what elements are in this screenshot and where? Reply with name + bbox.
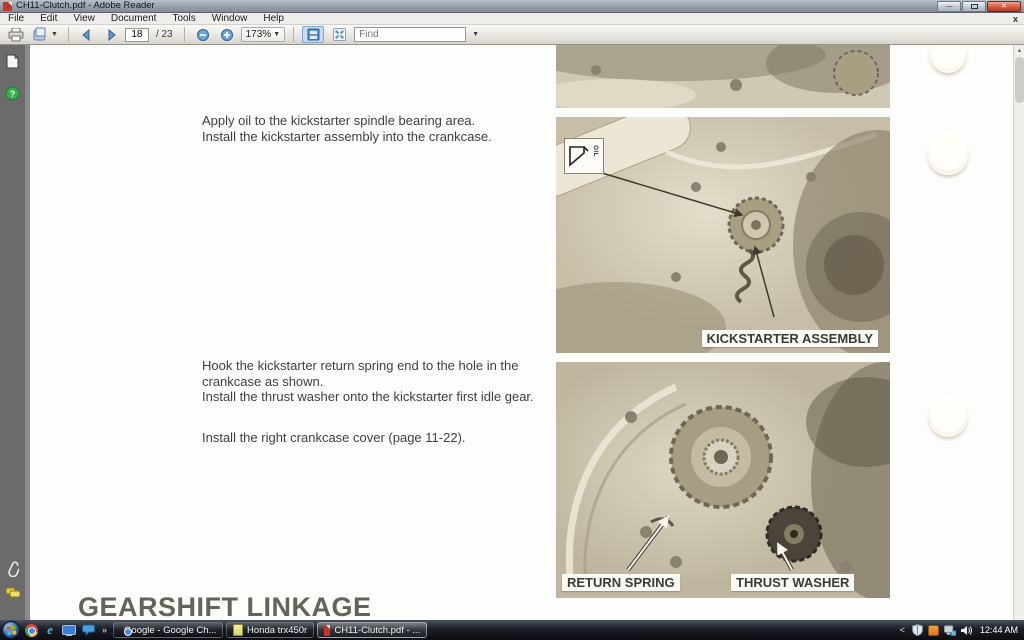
toolbar-separator xyxy=(184,27,185,42)
page-thumbnails-icon xyxy=(6,54,19,69)
help-icon xyxy=(5,86,20,101)
pdf-icon xyxy=(324,625,330,636)
export-icon xyxy=(32,27,49,42)
printer-icon xyxy=(8,28,24,42)
scroll-up-arrow[interactable]: ▲ xyxy=(1016,47,1023,54)
punch-hole xyxy=(927,133,969,175)
task-label: Honda trx450r xyxy=(247,624,308,636)
scrolling-mode-button[interactable] xyxy=(302,26,324,43)
zoom-level-dropdown[interactable] xyxy=(241,27,286,42)
instruction-paragraph-2 xyxy=(202,358,559,405)
quicklaunch-media-player[interactable] xyxy=(61,622,77,638)
instruction-paragraph-3 xyxy=(202,430,559,446)
pdf-page xyxy=(30,45,1013,620)
messenger-icon xyxy=(82,624,95,636)
document-area xyxy=(25,45,1024,620)
instruction-line: Install the thrust washer onto the kickstarter first idle gear. xyxy=(202,389,534,404)
adobe-reader-app-icon xyxy=(3,2,12,11)
punch-hole xyxy=(929,45,967,73)
quicklaunch-messenger[interactable] xyxy=(80,622,96,638)
title-bar xyxy=(0,0,1024,13)
fullscreen-mode-button[interactable] xyxy=(328,26,350,43)
toolbar-separator xyxy=(293,27,294,42)
previous-page-icon xyxy=(80,29,94,41)
oil-symbol-label: OIL xyxy=(591,145,598,157)
task-ch11-clutch-pdf[interactable] xyxy=(317,622,427,638)
menu-tools[interactable]: Tools xyxy=(172,12,196,24)
zoom-level-value: 173% xyxy=(245,29,272,40)
quicklaunch-overflow-button[interactable]: » xyxy=(102,625,108,635)
comments-icon xyxy=(5,587,21,600)
menu-help[interactable]: Help xyxy=(263,12,284,24)
oil-symbol-inset xyxy=(564,138,604,174)
zoom-in-icon xyxy=(220,28,234,42)
page-count-label: / 23 xyxy=(155,29,173,40)
return-spring-photo xyxy=(556,362,890,598)
internet-explorer-icon: e xyxy=(47,622,53,637)
restore-icon xyxy=(971,4,978,9)
paperclip-icon xyxy=(6,561,19,577)
vertical-scrollbar[interactable] xyxy=(1013,45,1024,620)
menu-window[interactable]: Window xyxy=(211,12,248,24)
toolbar-separator xyxy=(68,27,69,42)
section-heading: GEARSHIFT LINKAGE xyxy=(78,592,372,620)
zoom-out-button[interactable] xyxy=(193,26,213,43)
find-input[interactable] xyxy=(354,27,466,42)
menu-file[interactable]: File xyxy=(8,12,25,24)
thrust-washer-label: THRUST WASHER xyxy=(731,574,854,591)
instruction-paragraph-1 xyxy=(202,113,559,144)
next-page-icon xyxy=(104,29,118,41)
menu-view[interactable]: View xyxy=(73,12,95,24)
export-button[interactable] xyxy=(30,26,60,43)
windows-logo-icon xyxy=(6,625,16,635)
windows-taskbar xyxy=(0,620,1024,640)
task-label: CH11-Clutch.pdf - ... xyxy=(334,624,421,636)
zoom-dropdown-caret: ▼ xyxy=(273,31,281,38)
quicklaunch-chrome[interactable] xyxy=(23,622,39,638)
close-document-button[interactable]: x xyxy=(1012,13,1018,24)
fullscreen-mode-icon xyxy=(333,28,346,41)
security-shield-icon[interactable] xyxy=(912,624,924,636)
toolbar xyxy=(0,25,1024,45)
return-spring-label: RETURN SPRING xyxy=(562,574,680,591)
next-page-button[interactable] xyxy=(101,26,121,43)
task-honda-trx450r[interactable] xyxy=(226,622,314,638)
instruction-line: Hook the kickstarter return spring end to the hole in the crankcase as shown. xyxy=(202,358,519,389)
previous-page-button[interactable] xyxy=(77,26,97,43)
export-dropdown-caret[interactable]: ▼ xyxy=(51,31,58,38)
navigation-pane xyxy=(0,45,25,620)
restore-button[interactable] xyxy=(962,1,986,12)
engine-photo-top xyxy=(556,45,890,108)
menu-bar xyxy=(0,13,1024,25)
instruction-line: Apply oil to the kickstarter spindle bearing area. xyxy=(202,113,476,128)
menu-edit[interactable]: Edit xyxy=(40,12,58,24)
page-thumbnails-button[interactable] xyxy=(4,53,21,70)
kickstarter-assembly-label: KICKSTARTER ASSEMBLY xyxy=(702,330,878,347)
task-label: Google - Google Ch... xyxy=(124,624,217,636)
punch-hole xyxy=(928,397,968,437)
chrome-icon xyxy=(25,624,38,637)
start-button[interactable] xyxy=(2,621,20,639)
comments-button[interactable] xyxy=(4,585,21,602)
window-title: CH11-Clutch.pdf - Adobe Reader xyxy=(16,0,155,11)
svg-text:?: ? xyxy=(9,89,16,99)
antivirus-tray-icon[interactable] xyxy=(928,624,940,636)
instruction-line: Install the right crankcase cover (page 11-22). xyxy=(202,430,466,445)
quicklaunch-internet-explorer[interactable] xyxy=(42,622,58,638)
minimize-button[interactable]: — xyxy=(937,1,961,12)
network-tray-icon[interactable] xyxy=(944,624,956,636)
oil-can-icon xyxy=(567,143,589,169)
scrolling-mode-icon xyxy=(307,28,320,41)
instruction-line: Install the kickstarter assembly into the crankcase. xyxy=(202,128,492,144)
zoom-out-icon xyxy=(196,28,210,42)
print-button[interactable] xyxy=(6,26,26,43)
page-number-input[interactable] xyxy=(125,28,149,42)
kickstarter-assembly-photo xyxy=(556,117,890,353)
system-tray xyxy=(897,624,1022,636)
media-player-icon xyxy=(62,625,76,636)
close-button[interactable]: ✕ xyxy=(987,1,1021,12)
volume-tray-icon[interactable] xyxy=(960,624,972,636)
document-icon xyxy=(233,624,243,636)
menu-document[interactable]: Document xyxy=(110,12,157,24)
attachments-button[interactable] xyxy=(4,560,21,577)
scrollbar-thumb[interactable] xyxy=(1015,57,1024,103)
zoom-in-button[interactable] xyxy=(217,26,237,43)
find-dropdown-caret[interactable]: ▼ xyxy=(472,31,480,38)
show-hidden-icons-button[interactable]: < xyxy=(899,625,905,635)
taskbar-clock[interactable]: 12:44 AM xyxy=(979,625,1018,635)
task-google-chrome[interactable] xyxy=(113,622,223,638)
help-button[interactable] xyxy=(4,85,21,102)
